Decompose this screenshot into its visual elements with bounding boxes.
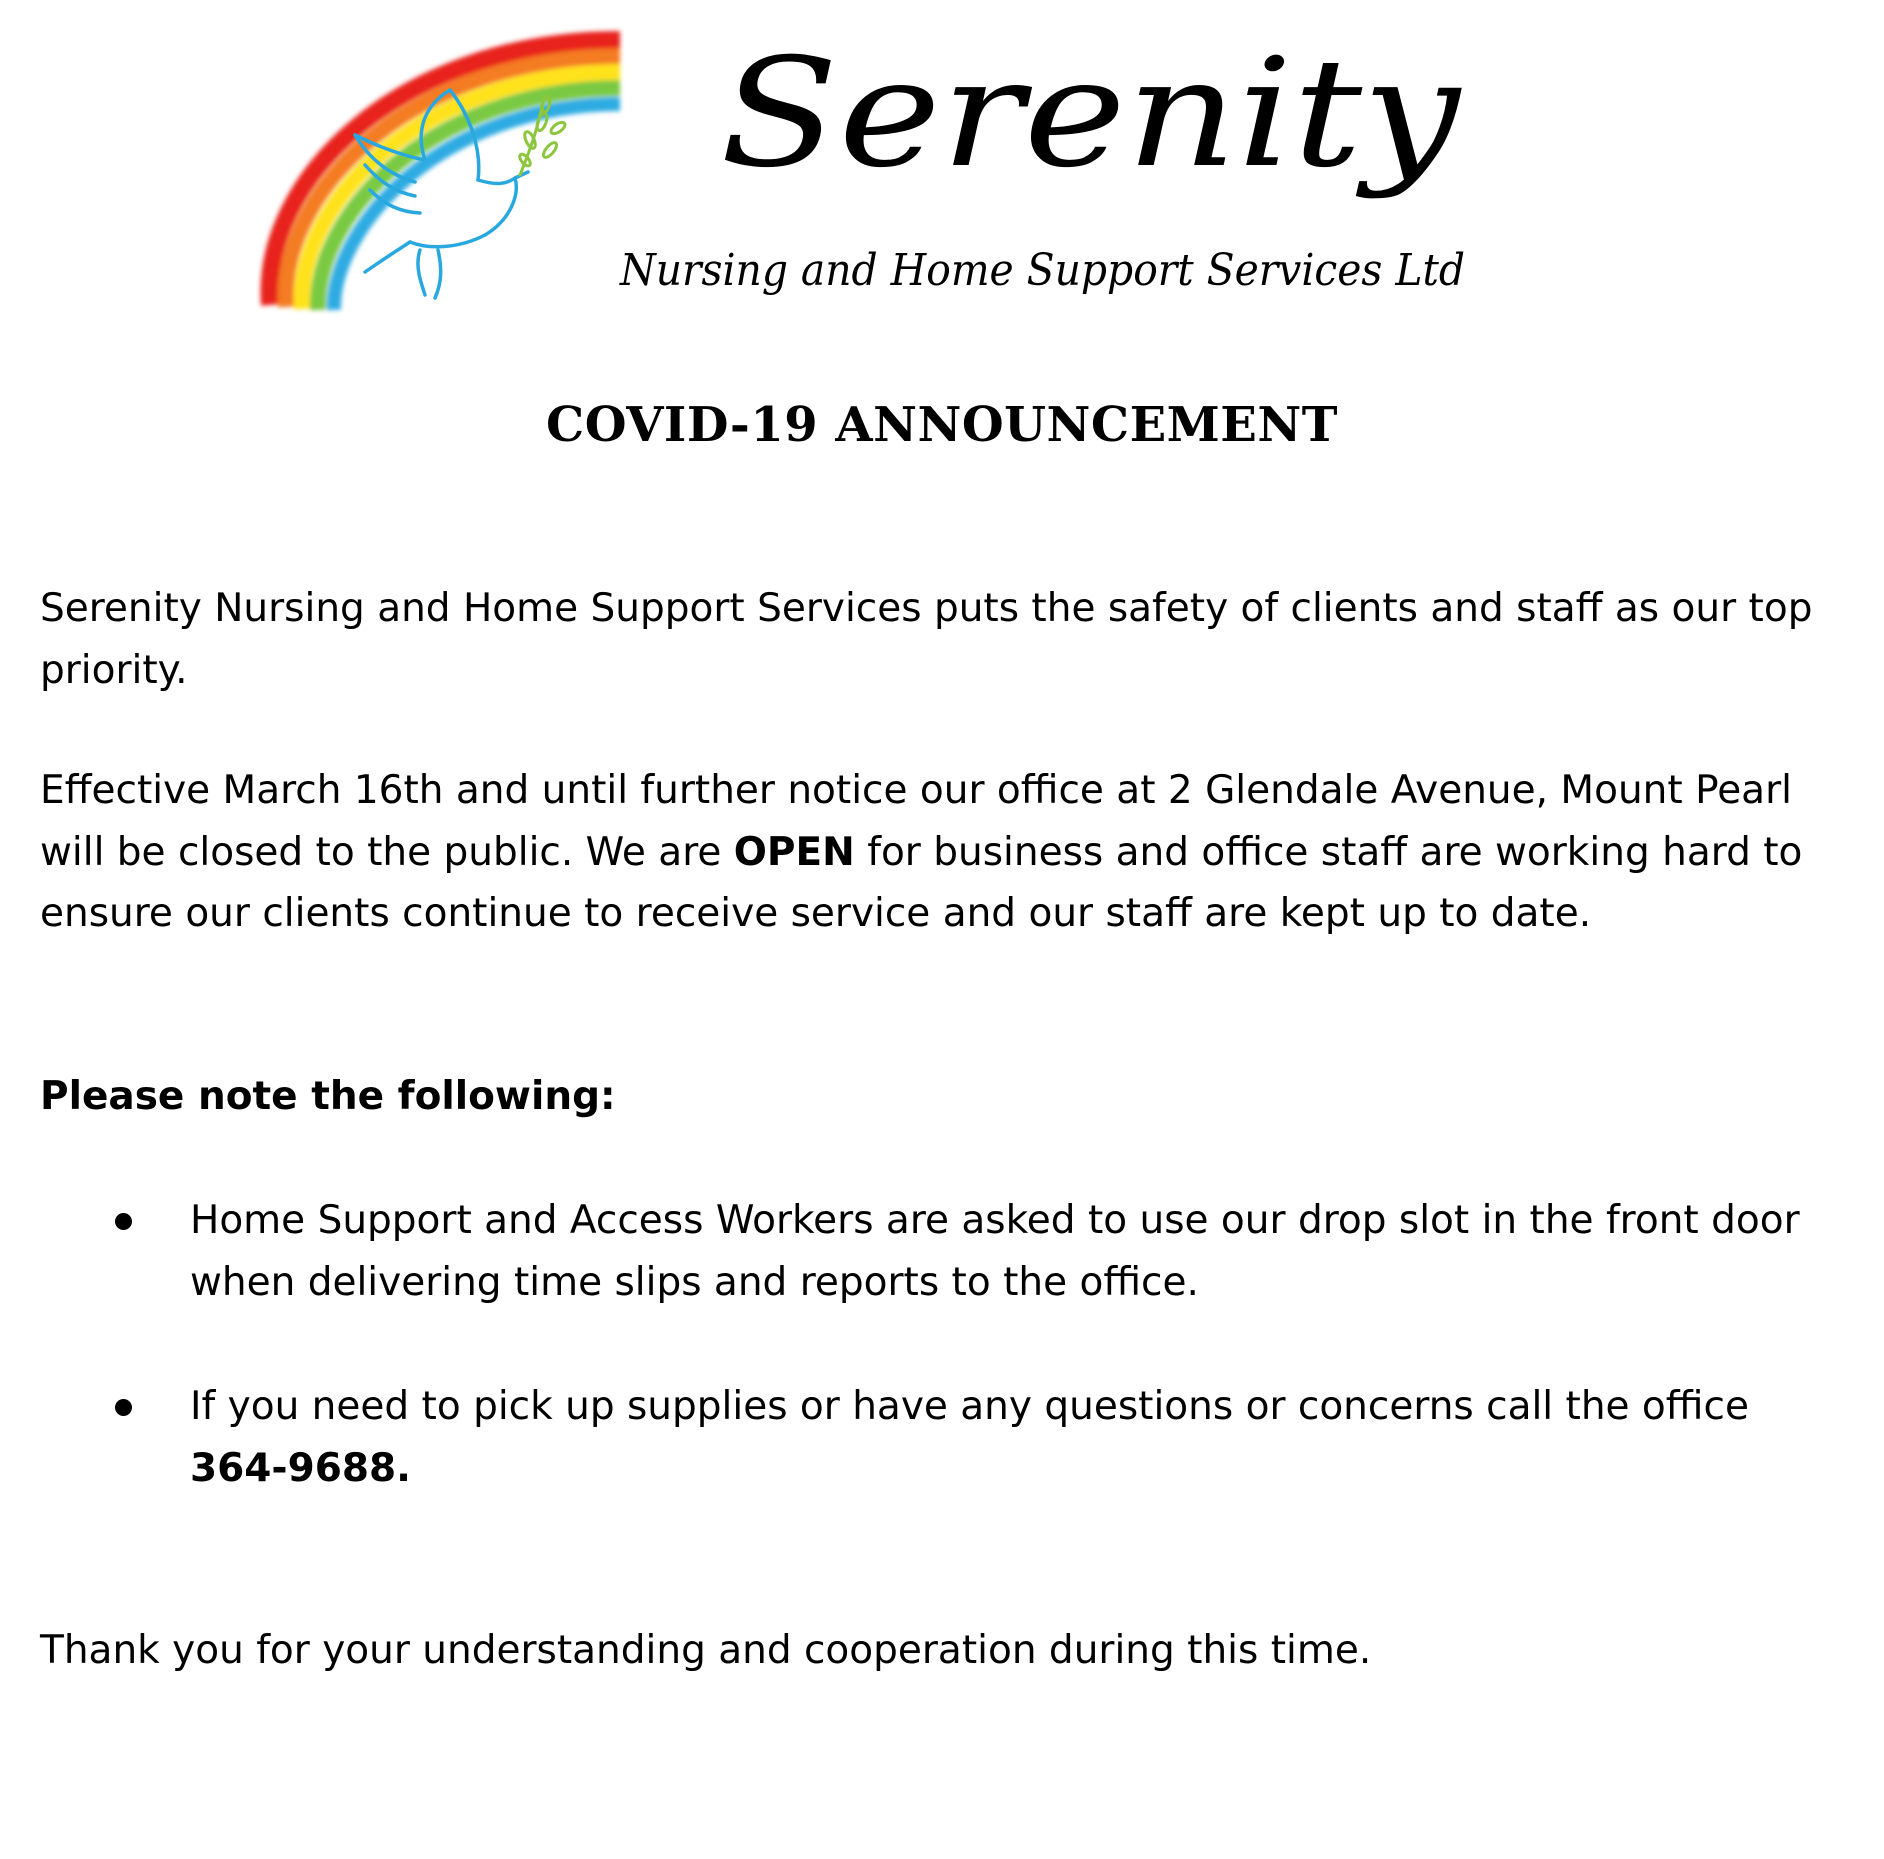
logo-tagline-text: Nursing and Home Support Services Ltd: [619, 245, 1465, 296]
list-item-text: [190, 1190, 1850, 1313]
office-phone-number: 364-9688.: [190, 1445, 411, 1491]
contact-text: If you need to pick up supplies or have any questions or concerns call the office: [190, 1384, 1749, 1429]
business-text: for business and office staff are working hard to ensure our clients continue to receive service and our staff are kept up to date.: [40, 829, 1803, 936]
bullet-icon: [115, 1399, 132, 1416]
logo-tagline: [615, 225, 1475, 315]
note-heading: Please note the following:: [40, 1074, 616, 1119]
closure-text: Effective March 16th and until further notice our office at 2 Glendale Avenue, Mount Pearl will be closed to the public. We are: [40, 768, 1792, 875]
list-item-text: [190, 1376, 1850, 1499]
logo-name: Serenity: [720, 30, 1463, 201]
announcement-title: COVID-19 ANNOUNCEMENT: [546, 397, 1338, 453]
closing-paragraph: Thank you for your understanding and cooperation during this time.: [40, 1628, 1372, 1673]
company-logo: [220, 10, 1480, 330]
open-emphasis: OPEN: [733, 829, 855, 875]
intro-paragraph: Serenity Nursing and Home Support Services puts the safety of clients and staff as our top priority.: [40, 586, 1813, 693]
office-closure-paragraph: [40, 760, 1840, 945]
bullet-icon: [115, 1213, 132, 1230]
drop-slot-text: Home Support and Access Workers are asked to use our drop slot in the front door when delivering time slips and reports to the office.: [190, 1198, 1800, 1305]
logo-wordmark: [710, 30, 1470, 210]
rainbow-dove-logo-graphic: [220, 10, 640, 330]
rainbow-icon: [269, 40, 620, 310]
